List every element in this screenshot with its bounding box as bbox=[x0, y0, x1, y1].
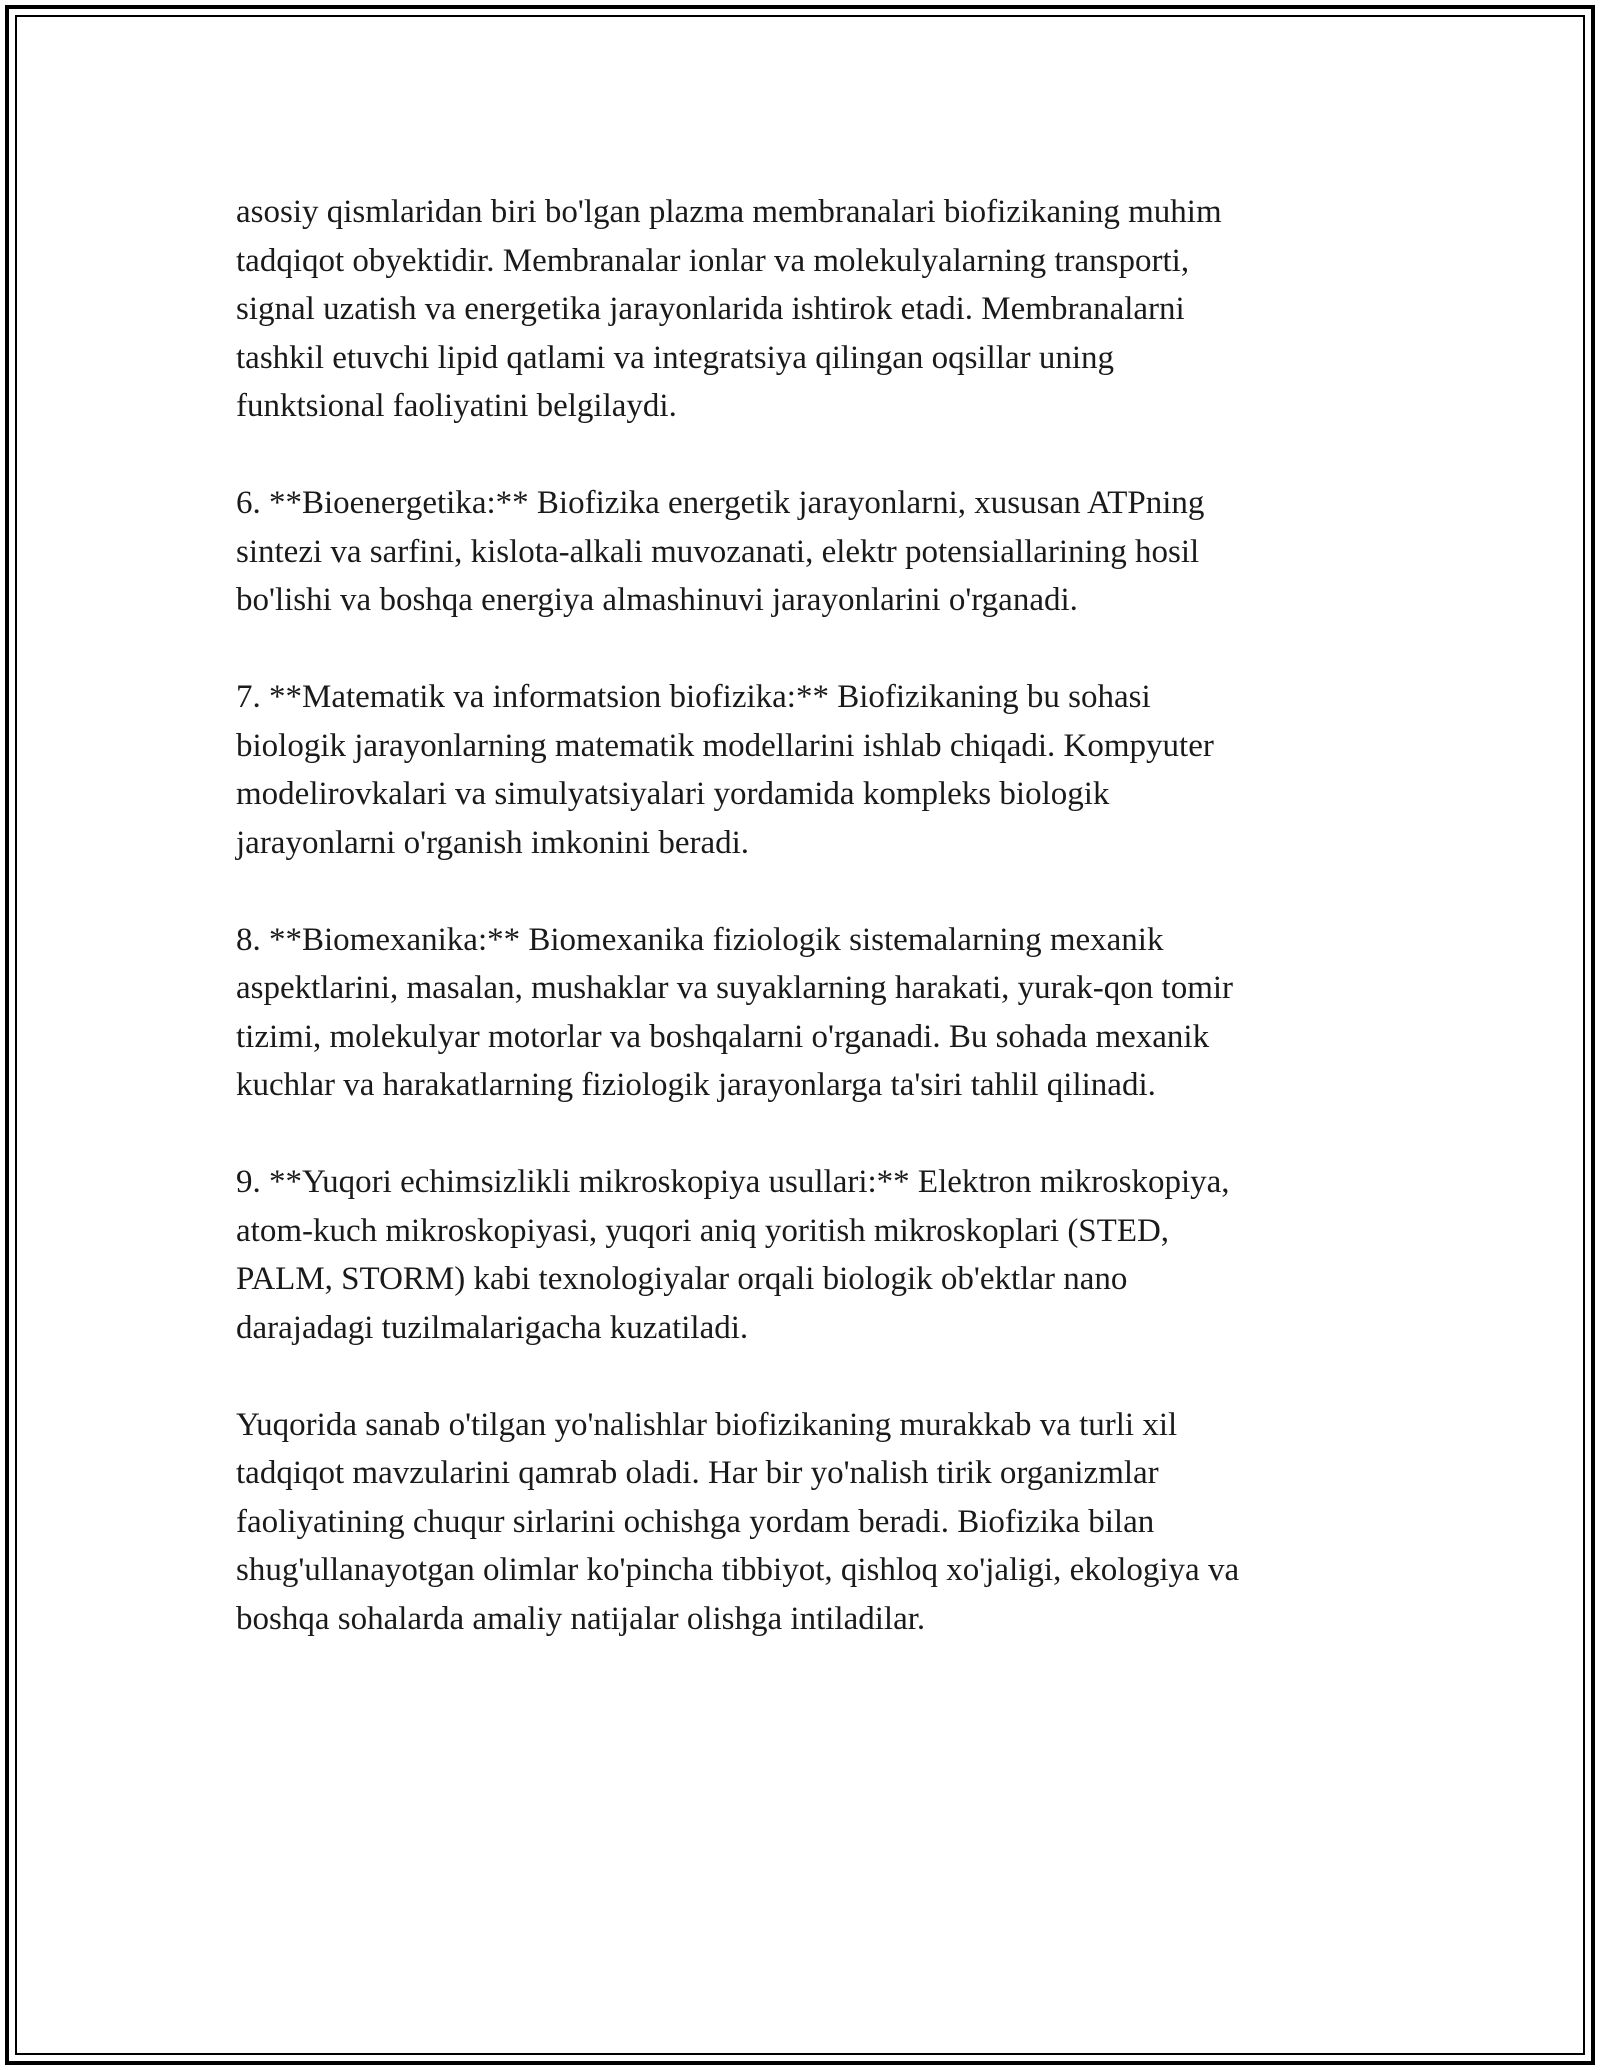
text-line: 6. **Bioenergetika:** Biofizika energetik jarayonlarni, xususan ATPning bbox=[236, 485, 1205, 521]
paragraph-membranes bbox=[236, 188, 1366, 431]
text-line: tizimi, molekulyar motorlar va boshqalarni o'rganadi. Bu sohada mexanik bbox=[236, 1018, 1210, 1055]
text-line: biologik jarayonlarning matematik modellarini ishlab chiqadi. Kompyuter bbox=[236, 727, 1214, 764]
text-line: PALM, STORM) kabi texnologiyalar orqali biologik ob'ektlar nano bbox=[236, 1261, 1128, 1297]
text-line: modelirovkalari va simulyatsiyalari yordamida kompleks biologik bbox=[236, 776, 1110, 812]
text-line: darajadagi tuzilmalarigacha kuzatiladi. bbox=[236, 1309, 749, 1346]
text-line: shug'ullanayotgan olimlar ko'pincha tibbiyot, qishloq xo'jaligi, ekologiya va bbox=[236, 1552, 1240, 1588]
text-line: tashkil etuvchi lipid qatlami va integratsiya qilingan oqsillar uning bbox=[236, 339, 1114, 376]
text-line: bo'lishi va boshqa energiya almashinuvi jarayonlarini o'rganadi. bbox=[236, 582, 1078, 618]
text-line: 8. **Biomexanika:** Biomexanika fiziologik sistemalarning mexanik bbox=[236, 921, 1164, 958]
paragraph-mathematical-biophysics bbox=[236, 673, 1366, 867]
paragraph-biomechanics bbox=[236, 916, 1366, 1110]
text-line: boshqa sohalarda amaliy natijalar olishga intiladilar. bbox=[236, 1600, 926, 1637]
text-line: tadqiqot obyektidir. Membranalar ionlar va molekulyalarning transporti, bbox=[236, 242, 1190, 279]
text-line: Yuqorida sanab o'tilgan yo'nalishlar biofizikaning murakkab va turli xil bbox=[236, 1406, 1178, 1443]
paragraph-conclusion bbox=[236, 1401, 1366, 1644]
text-line: 7. **Matematik va informatsion biofizika:** Biofizikaning bu sohasi bbox=[236, 679, 1151, 715]
text-line: jarayonlarni o'rganish imkonini beradi. bbox=[236, 824, 750, 861]
text-line: asosiy qismlaridan biri bo'lgan plazma membranalari biofizikaning muhim bbox=[236, 194, 1222, 230]
text-line: sintezi va sarfini, kislota-alkali muvozanati, elektr potensiallarining hosil bbox=[236, 533, 1200, 570]
text-line: aspektlarini, masalan, mushaklar va suyaklarning harakati, yurak-qon tomir bbox=[236, 970, 1234, 1006]
document-body bbox=[236, 188, 1366, 1692]
text-line: tadqiqot mavzularini qamrab oladi. Har bir yo'nalish tirik organizmlar bbox=[236, 1455, 1159, 1491]
text-line: faoliyatining chuqur sirlarini ochishga yordam beradi. Biofizika bilan bbox=[236, 1503, 1155, 1540]
text-line: signal uzatish va energetika jarayonlarida ishtirok etadi. Membranalarni bbox=[236, 291, 1185, 327]
text-line: atom-kuch mikroskopiyasi, yuqori aniq yoritish mikroskoplari (STED, bbox=[236, 1212, 1170, 1249]
paragraph-microscopy bbox=[236, 1158, 1366, 1352]
text-line: kuchlar va harakatlarning fiziologik jarayonlarga ta'siri tahlil qilinadi. bbox=[236, 1067, 1156, 1103]
text-line: 9. **Yuqori echimsizlikli mikroskopiya usullari:** Elektron mikroskopiya, bbox=[236, 1164, 1230, 1200]
text-line: funktsional faoliyatini belgilaydi. bbox=[236, 388, 677, 424]
paragraph-bioenergetics bbox=[236, 479, 1366, 625]
